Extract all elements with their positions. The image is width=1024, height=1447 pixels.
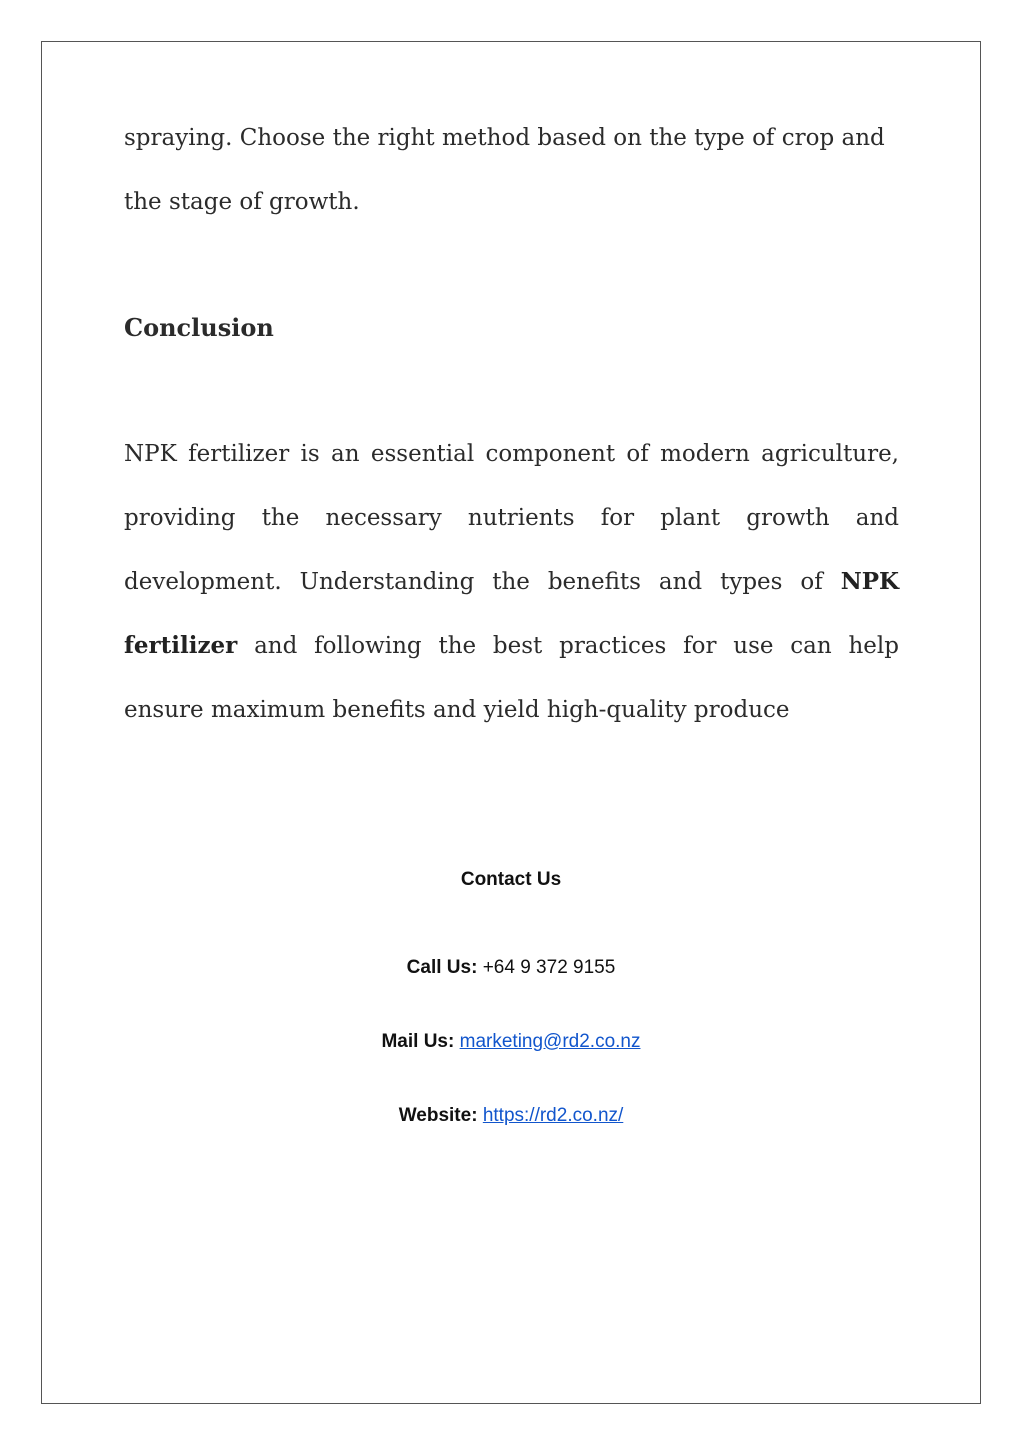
contact-call	[41, 955, 981, 981]
call-number: +64 9 372 9155	[482, 957, 616, 978]
conclusion-paragraph	[124, 422, 899, 742]
conclusion-keyword: NPK fertilizer	[124, 568, 899, 659]
contact-website	[41, 1103, 981, 1129]
contact-mail	[41, 1029, 981, 1055]
call-label: Call Us:	[406, 957, 478, 978]
conclusion-text-2: and following the best practices for use can help ensure maximum benefits and yield high-quality produce	[124, 633, 899, 723]
website-link[interactable]: https://rd2.co.nz/	[482, 1105, 624, 1126]
contact-title: Contact Us	[460, 869, 562, 890]
intro-paragraph: spraying. Choose the right method based on the type of crop and the stage of growth.	[124, 125, 885, 215]
website-label: Website:	[398, 1105, 478, 1126]
conclusion-text-1: NPK fertilizer is an essential component of modern agriculture, providing the necessary nutrients for plant growth and development. Understanding the benefits and types of	[124, 441, 899, 595]
section-heading: Conclusion	[124, 313, 274, 342]
mail-label: Mail Us:	[381, 1031, 455, 1052]
email-link[interactable]: marketing@rd2.co.nz	[459, 1031, 641, 1052]
